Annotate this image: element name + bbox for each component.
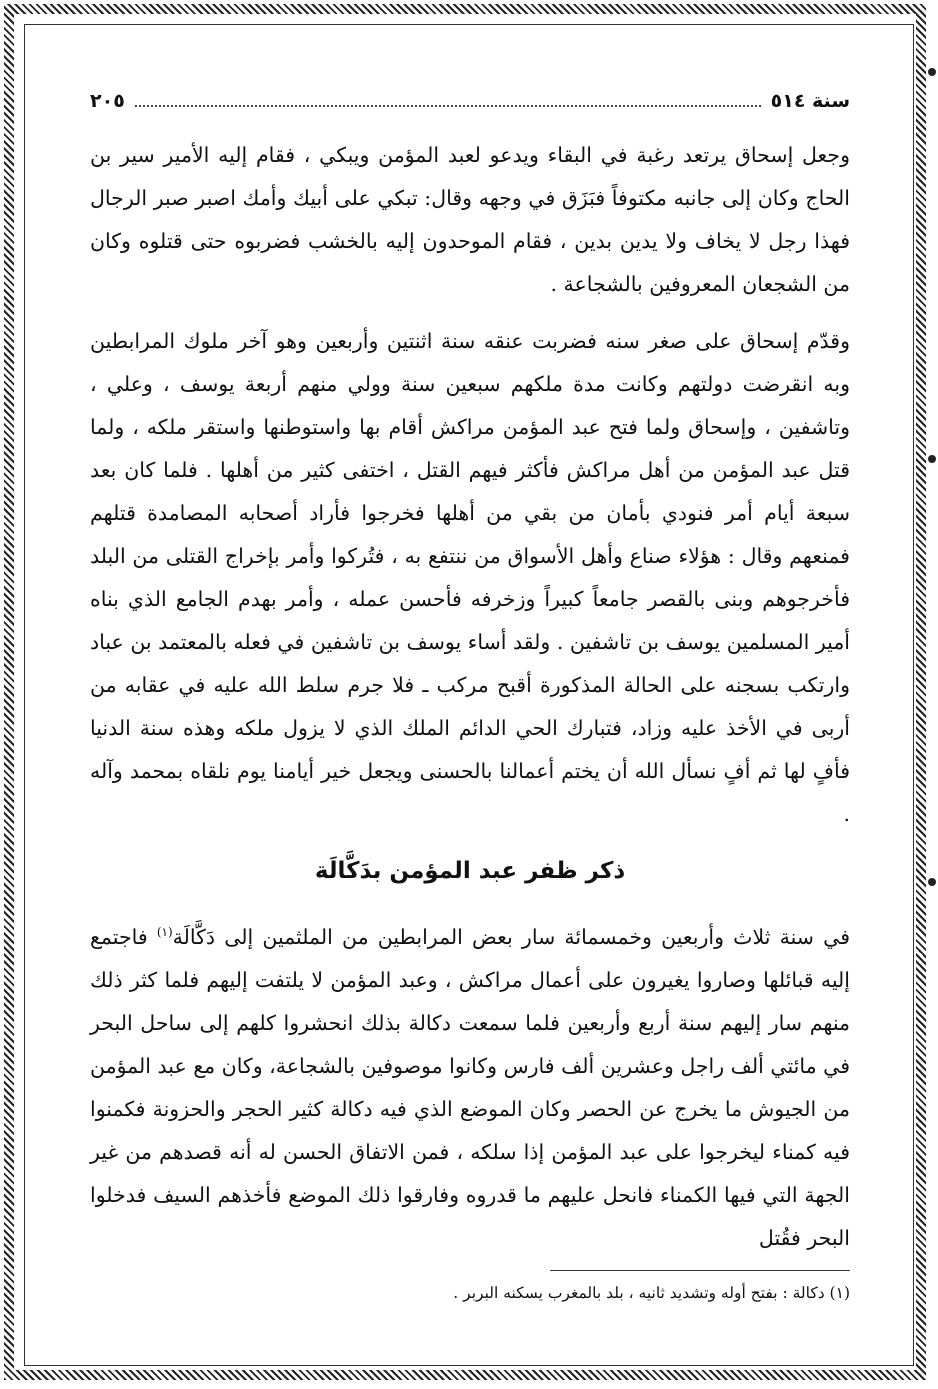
paragraph-text: فاجتمع إليه قبائلها وصاروا يغيرون على أعمال مراكش ، وعبد المؤمن لا يلتفت إليهم فلما كثر ذلك منهم سار إليهم سنة أربع وأربعين فلما سمعت دكالة بذلك انحشروا كلهم إلى ساحل البحر في مائتي ألف راجل وعشرين ألف فارس وكانوا موصوفين بالشجاعة، وكان مع عبد المؤمن من الجيوش ما يخرج عن الحصر وكان الموضع الذي فيه دكالة كثير الحجر والحزونة فكمنوا فيه كمناء ليخرجوا على عبد المؤمن إذا سلكه ، فمن الاتفاق الحسن له أنه قصدهم من غير الجهة التي فيها الكمناء فانحل عليهم ما قدروه وفارقوا ذلك الموضع فأخذهم السيف فدخلوا البحر فقُتل	[90, 924, 850, 1250]
main-text	[90, 134, 850, 1260]
footnote-marker: (١)	[156, 925, 173, 939]
margin-mark	[928, 878, 936, 886]
paragraph: وقدّم إسحاق على صغر سنه فضربت عنقه سنة اثنتين وأربعين وهو آخر ملوك المرابطين وبه انقرضت دولتهم وكانت مدة ملكهم سبعين سنة وولي منهم أربعة يوسف ، وعلي ، وتاشفين ، وإسحاق ولما فتح عبد المؤمن مراكش أقام بها واستوطنها واستقر ملكه ، ولما قتل عبد المؤمن من أهل مراكش فأكثر فيهم القتل ، اختفى كثير من أهلها . فلما كان بعد سبعة أيام أمر فنودي بأمان من بقي من أهلها فخرجوا فأراد أصحابه المصامدة قتلهم فمنعهم وقال : هؤلاء صناع وأهل الأسواق من ننتفع به ، فتُركوا وأمر بإخراج القتلى من البلد فأخرجوهم وبنى بالقصر جامعاً كبيراً وزخرفه فأحسن عمله ، وأمر بهدم الجامع الذي بناه أمير المسلمين يوسف بن تاشفين . ولقد أساء يوسف بن تاشفين في فعله بالمعتمد بن عباد وارتكب بسجنه على الحالة المذكورة أقبح مركب ـ فلا جرم سلط الله عليه في عقابه من أربى في الأخذ عليه وزاد، فتبارك الحي الدائم الملك الذي لا يزول ملكه وهذه سنة الدنيا فأفٍ لها ثم أفٍ نسأل الله أن يختم أعمالنا بالحسنى ويجعل خير أيامنا يوم نلقاه بمحمد وآله .	[90, 329, 850, 826]
footnote-rule	[550, 1270, 850, 1271]
paragraph-text: في سنة ثلاث وأربعين وخمسمائة سار بعض المرابطين من الملثمين إلى دَكَّالَة	[172, 924, 850, 949]
footnote: (١) دكالة : بفتح أوله وتشديد ثانيه ، بلد بالمغرب يسكنه البربر .	[453, 1284, 850, 1302]
paragraph	[90, 911, 850, 1260]
margin-mark	[928, 455, 936, 463]
margin-mark	[928, 68, 936, 76]
running-header	[90, 90, 850, 124]
page-number: ٢٠٥	[90, 90, 125, 112]
paragraph: وجعل إسحاق يرتعد رغبة في البقاء ويدعو لعبد المؤمن ويبكي ، فقام إليه الأمير سير بن الحاج وكان إلى جانبه مكتوفاً فبَزَق في وجهه وقال: تبكي على أبيك وأمك اصبر صبر الرجال فهذا رجل لا يخاف ولا يدين بدين ، فقام الموحدون إليه بالخشب فضربوه حتى قتلوه وكان من الشجعان المعروفين بالشجاعة .	[90, 143, 850, 296]
chapter-year: سنة ٥١٤	[770, 90, 850, 112]
book-page	[90, 90, 850, 1320]
header-dotted-rule	[135, 91, 761, 107]
section-heading: ذكر ظفر عبد المؤمن بدَكَّالَة	[314, 858, 626, 884]
